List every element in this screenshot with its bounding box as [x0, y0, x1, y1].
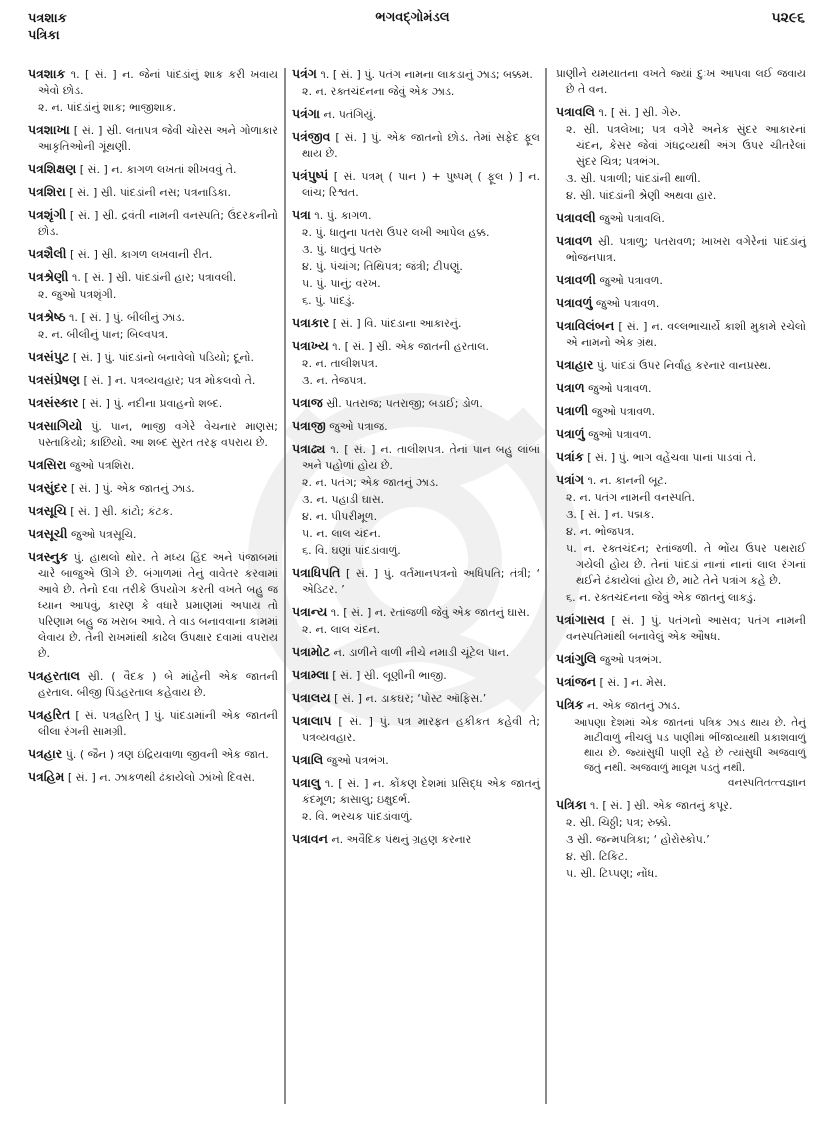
entry-headword: પત્રસંપુટ	[28, 349, 70, 364]
column-divider-left	[284, 68, 286, 1104]
entry-headword: પત્રાજ	[292, 395, 323, 410]
entry-sense: ૫. ન. લાલ ચંદન.	[302, 527, 381, 540]
entry-definition: [ સં. ] સ્રી. લતાપત્ર જેવી ચોરસ અને ગોળાકાર આકૃતિઓની ગૂંથણી.	[38, 124, 278, 153]
entry-headword: પત્રંગ	[292, 66, 317, 81]
dictionary-entry	[292, 667, 540, 684]
dictionary-entry	[556, 380, 806, 397]
entry-sense: ૩. પું. ધાતુનું પતરુ	[302, 243, 382, 256]
entry-headword: પત્રંજીવ	[292, 129, 331, 144]
entry-definition: જુઓ પત્રાવળ.	[588, 382, 652, 395]
entry-definition: [ સં. ] વિ. પાંદડાના આકારનું.	[332, 317, 462, 330]
entry-definition: [ સં. ] ન. વલ્લભાચાર્યે કાશી મુકામે રચેલો એ નામનો એક ગ્રંથ.	[566, 320, 807, 349]
dictionary-entry	[28, 246, 278, 263]
entry-definition: ૧. [ સં. ] ન. કોંકણ દેશમાં પ્રસિદ્ધ એક જાતનું કંદમૂળ; કાસાલુ; ઇક્ષુદર્ભ.	[302, 777, 540, 806]
dictionary-entry	[28, 549, 278, 662]
entry-sense: ૪. સ્રી. પાંદડાંની શ્રેણી અથવા હાર.	[566, 189, 717, 202]
entry-definition: પું. ( જૈન ) ત્રણ ઇંદ્રિયવાળા જીવની એક જાત.	[65, 748, 269, 761]
entry-definition: [ સં. ] પું. ભાગ વહેંચવા પાનાં પાડવાં તે.	[587, 451, 757, 464]
entry-sense: ૨. ન. લાલ ચંદન.	[302, 623, 381, 636]
entry-sense: ૫. ન. રક્તચંદન; રતાંજળી. તે ભોંય ઉપર પથરાઈ ગયેલી હોય છે. તેનાં પાંદડાં નાનાં નાનાં લાલ રંગનાં થઈને ઢંકાયેલાં હોય છે, માટે તેને પત્રાંગ કહે છે.	[566, 542, 806, 587]
entry-sense: ૨. ન. રક્તચંદનના જેવું એક ઝાડ.	[302, 85, 455, 98]
entry-sense: ૩ સ્રી. જન્મપત્રિકા; ‘ હોરોસ્કોપ.’	[566, 833, 710, 846]
entry-definition: સ્રી. પતરાજ; પતરાજી; બડાઈ; ડોળ.	[326, 397, 483, 410]
entry-headword: પત્રાવળ	[556, 233, 593, 248]
dictionary-entry	[28, 707, 278, 740]
entry-headword: પત્રાંજન	[556, 674, 597, 689]
dictionary-entry	[556, 651, 806, 668]
entry-sense: ૨. ન. બીલીનું પાન; બિલ્વપત્ર.	[38, 328, 169, 341]
entry-definition: [ સં. પત્રહરિત્ ] પું. પાંદડામાંની એક જાતની લીલા રંગની સામગ્રી.	[38, 709, 278, 738]
entry-headword: પત્રાવળું	[556, 295, 593, 310]
book-title: ભગવદ્ગોમંડલ	[375, 10, 450, 25]
entry-headword: પત્રાવલી	[556, 210, 596, 225]
entry-definition: જુઓ પત્રશિરા.	[69, 459, 135, 472]
entry-note	[566, 716, 806, 791]
entry-headword: પત્રંગા	[292, 106, 320, 121]
entry-headword: પત્રાકાર	[292, 315, 330, 330]
dictionary-entry	[292, 752, 540, 769]
dictionary-entry	[28, 309, 278, 343]
entry-sense: ૫. પું. પાનું; વરખ.	[302, 277, 381, 290]
dictionary-entry	[28, 161, 278, 178]
entry-sense: ૪. સ્રી. ટિકિટ.	[566, 850, 628, 863]
dictionary-entry	[28, 526, 278, 543]
entry-headword: પત્રંપુષ્પં	[292, 168, 329, 183]
entry-headword: પત્રસૂચી	[28, 526, 68, 541]
dictionary-entry	[292, 644, 540, 661]
entry-headword: પત્રાલિ	[292, 752, 324, 767]
entry-sense: ૩. [ સં. ] ન. પદ્મક.	[566, 508, 655, 521]
dictionary-entry	[292, 168, 540, 201]
entry-headword: પત્રિક	[556, 697, 584, 712]
entry-headword: પત્રસિરા	[28, 457, 67, 472]
entry-definition: પ્રાણીને યમયાતના વખતે જ્યાં દુઃખ આપવા લઈ જવાય છે તે વન.	[556, 67, 806, 96]
entry-definition: સ્રી. પત્રાળુ; પતરાવળ; ખાખરા વગેરેનાં પાંદડાંનું ભોજનપાત્ર.	[566, 235, 807, 264]
entry-sense: ૨. સ્રી. ચિઠ્ઠી; પત્ર; રુક્કો.	[566, 816, 672, 829]
entry-sense: ૨. ન. પતંગ નામની વનસ્પતિ.	[566, 491, 695, 504]
dictionary-entry	[556, 357, 806, 374]
entry-sense: ૨. સ્રી. પત્રલેખા; પત્ર વગેરે અનેક સુંદર આકારનાં ચંદન, કેસર જેવાં ગંધદ્રવ્યથી અંગ ઉપર ચીતરેલાં સુંદર ચિત્ર; પત્રભંગ.	[566, 123, 806, 168]
entry-definition: જુઓ પત્રાવળ.	[588, 428, 652, 441]
guide-word-last: પત્રિકા	[28, 28, 60, 43]
entry-headword: પત્રાન્ય	[292, 604, 328, 619]
entry-definition: [ સં. ] પું. વર્તમાનપત્રનો અધિપતિ; તંત્રી; ‘ એડિટર. ’	[302, 567, 540, 596]
dictionary-entry	[28, 66, 278, 116]
entry-definition: [ સં. ] પું. પાંદડાંનો બનાવેલો પડિયો; દૂનો.	[72, 351, 254, 364]
dictionary-entry	[28, 418, 278, 451]
entry-definition: જુઓ પત્રાજ.	[329, 420, 388, 433]
entry-sense: ૬. વિ. ઘણાં પાંદડાંવાળું.	[302, 544, 401, 557]
entry-definition: [ સં. ] સ્રી. કાંટો; કંટક.	[70, 505, 174, 518]
dictionary-entry	[556, 210, 806, 227]
column-3	[556, 66, 806, 888]
entry-sense: ૩. ન. તેજપત્ર.	[302, 374, 367, 387]
dictionary-entry	[28, 668, 278, 701]
dictionary-entry	[556, 674, 806, 691]
entry-headword: પત્રાંગ	[556, 472, 584, 487]
entry-headword: પત્રાવન	[292, 831, 328, 846]
entry-sense: ૨. ન. તાલીશપત્ર.	[302, 357, 378, 370]
entry-definition: [ સં. ] સ્રી. પાંદડાંની નસ; પત્રનાડિકા.	[69, 186, 231, 199]
entry-headword: પત્રામ્લા	[292, 667, 329, 682]
column-1	[28, 66, 278, 792]
dictionary-entry	[28, 769, 278, 786]
entry-headword: પત્રાહાર	[556, 357, 594, 372]
entry-headword: પત્રાજી	[292, 418, 326, 433]
entry-sense: ૬. પું. પાંદડું.	[302, 294, 355, 307]
entry-definition: ન. અવૈદિક પંથનું ગ્રહણ કરનાર	[331, 833, 472, 846]
entry-headword: પત્રસુંદર	[28, 480, 68, 495]
entry-headword: પત્રશૈલી	[28, 246, 67, 261]
entry-sense: ૩. ન. પહાડી ઘાસ.	[302, 493, 385, 506]
entry-sense: ૩. સ્રી. પત્રાળી; પાંદડાંની થાળી.	[566, 172, 701, 185]
column-2	[292, 66, 540, 854]
entry-sense: ૪. પું. પંચાંગ; તિથિપત્ર; જંત્રી; ટીપણું.	[302, 260, 463, 273]
entry-definition: ૧. [ સં. ] પું. પતંગ નામના લાકડાનું ઝાડ; બક્કમ.	[320, 68, 533, 81]
entry-headword: પત્રાંગાસવ	[556, 612, 605, 627]
dictionary-entry	[556, 697, 806, 791]
dictionary-entry	[28, 122, 278, 155]
entry-headword: પત્રહરતાલ	[28, 668, 80, 683]
dictionary-entry	[28, 457, 278, 474]
note-source: વનસ્પતિતત્ત્વજ્ઞાન	[728, 777, 806, 789]
entry-sense: ૨. જુઓ પત્રશૃંગી.	[38, 288, 117, 301]
dictionary-entry	[292, 418, 540, 435]
dictionary-entry	[292, 713, 540, 746]
entry-definition: પું. હાથલો થોર. તે મધ્ય હિંદ અને પંજાબમાં ચારે બાજુએ ઊગે છે. બંગાળમાં તેનું વાવેતર કરવામાં આવે છે. તેનો દવા તરીકે ઉપયોગ કરતી વખતે બહુ જ ધ્યાન આપવું, કારણ કે વધારે પ્રમાણમાં અપાય તો પરિણામ બહુ જ ખરાબ આવે. તે વાડ બનાવવાના કામમાં લેવાય છે. તેની રાખમાંથી કાઢેલ ઉપક્ષાર દવામાં વપરાય છે.	[38, 551, 278, 660]
entry-headword: પત્રાલુ	[292, 775, 321, 790]
entry-definition: ૧. [ સં. ] ન. જેનાં પાંદડાંનું શાક કરી ખવાય એવો છોડ.	[38, 68, 278, 97]
entry-sense: ૪. ન. ભોજપત્ર.	[566, 525, 635, 538]
dictionary-entry	[292, 604, 540, 638]
entry-headword: પત્રશિરા	[28, 184, 66, 199]
entry-definition: ૧. [ સં. ] ન. રતાંજળી જેવું એક જાતનું ઘાસ.	[330, 606, 530, 619]
entry-definition: [ સં. ] ન. ડાકઘર; ‘પોસ્ટ ઑફિસ.’	[334, 692, 487, 705]
entry-definition: ૧. પું. કાગળ.	[314, 209, 372, 222]
dictionary-entry	[28, 746, 278, 763]
entry-definition: જુઓ પત્રાવલિ.	[599, 212, 665, 225]
entry-headword: પત્રશ્રેણી	[28, 269, 69, 284]
entry-headword: પત્રસંપ્રેષણ	[28, 372, 80, 387]
dictionary-entry	[556, 797, 806, 882]
dictionary-entry	[292, 565, 540, 598]
note-text: આપણા દેશમાં એક જાતનાં પત્રિક ઝાડ થાય છે. તેનું માટીવાળું નીચલું પડ પાણીમાં ભીંજાવ્યાથી પ્રકાશવાળું થાય છે. જ્યાંસુધી પાણી રહે છે ત્યાંસુધી અજવાળું જતું નથી. અજવાળું માલૂમ પડતું નથી.	[574, 717, 806, 774]
entry-sense: ૨. ન. પતંગ; એક જાતનું ઝાડ.	[302, 476, 439, 489]
entry-definition: જુઓ પત્રાવળ.	[599, 274, 663, 287]
dictionary-entry	[556, 612, 806, 645]
entry-definition: જુઓ પત્રાવળ.	[595, 297, 660, 310]
entry-headword: પત્રાવલિ	[556, 104, 595, 119]
dictionary-entry	[556, 318, 806, 351]
dictionary-entry	[28, 395, 278, 412]
entry-definition: [ સં. ] સ્રી. દ્રવંતી નામની વનસ્પતિ; ઉંદરકનીનો છોડ.	[38, 209, 278, 238]
dictionary-entry	[292, 207, 540, 309]
page-number: ૫૨૯૬	[771, 10, 805, 26]
entry-headword: પત્રાઢ્ય	[292, 441, 326, 456]
page-header	[0, 0, 825, 64]
entry-definition: ૧. [ સં. ] ન. તાલીશપત્ર. તેનાં પાન બહુ લાંબાં અને પહોળાં હોય છે.	[302, 443, 541, 472]
entry-sense: ૨. ન. પાંદડાંનું શાક; ભાજીશાક.	[38, 101, 177, 114]
dictionary-entry	[292, 395, 540, 412]
dictionary-entry	[28, 349, 278, 366]
entry-headword: પત્રસંસ્કાર	[28, 395, 79, 410]
entry-definition: ૧. [ સં. ] સ્રી. પાંદડાંની હાર; પત્રાવલી.	[71, 271, 237, 284]
entry-sense: ૬. ન. રક્તચંદનના જેવું એક જાતનું લાકડું.	[566, 591, 757, 604]
entry-definition: પું. પાંદડાં ઉપર નિર્વાહ કરનાર વાનપ્રસ્થ.	[596, 359, 772, 372]
dictionary-entry	[556, 295, 806, 312]
entry-headword: પત્રહરિત	[28, 707, 71, 722]
entry-definition: [ સં. ] ન. પત્રવ્યવહાર; પત્ર મોકલવો તે.	[83, 374, 256, 387]
entry-headword: પત્રાળું	[556, 426, 585, 441]
dictionary-entry	[556, 233, 806, 266]
dictionary-entry	[292, 315, 540, 332]
entry-headword: પત્રહાર	[28, 746, 63, 761]
entry-sense: ૨. પું. ધાતુના પતરા ઉપર લખી આપેલ હક્ક.	[302, 226, 490, 239]
entry-definition: ન. એક જાતનું ઝાડ.	[586, 699, 681, 712]
entry-definition: જુઓ પત્રભંગ.	[599, 653, 662, 666]
guide-word-first: પત્રશાક	[28, 11, 67, 26]
dictionary-entry	[28, 480, 278, 497]
entry-headword: પત્રાળ	[556, 380, 585, 395]
entry-definition: [ સં. પત્રમ્ ( પાન ) + પુષ્પમ્ ( ફૂલ ) ] ન. લાંચ; રિશ્વત.	[302, 170, 540, 199]
entry-headword: પત્રસ્નુક	[28, 549, 69, 564]
entry-headword: પત્રાવિલંબન	[556, 318, 615, 333]
entry-headword: પત્રશાક	[28, 66, 66, 81]
entry-headword: પત્રા	[292, 207, 311, 222]
entry-definition: [ સં. ] ન. ઝાકળથી ઢંકાયેલો ઝાંખો દિવસ.	[67, 771, 255, 784]
dictionary-entry	[556, 449, 806, 466]
entry-headword: પત્રામોટ	[292, 644, 331, 659]
dictionary-entry	[292, 690, 540, 707]
entry-definition: જુઓ પત્રાવળ.	[591, 405, 656, 418]
entry-definition: ૧. [ સં. ] સ્રી. એક જાતની હરતાલ.	[332, 340, 490, 353]
entry-headword: પત્રાવળી	[556, 272, 596, 287]
entry-headword: પત્રસૂચિ	[28, 503, 67, 518]
entry-definition: [ સં. ] પું. નદીના પ્રવાહનો શબ્દ.	[81, 397, 223, 410]
entry-definition: પું. પાન, ભાજી વગેરે વેચનાર માણસ; પસ્તાકિયો; કાછિયો. આ શબ્દ સુરત તરફ વપરાય છે.	[38, 420, 278, 449]
entry-definition: [ સં. ] સ્રી. લૂણીની ભાજી.	[332, 669, 447, 682]
entry-headword: પત્રાળી	[556, 403, 589, 418]
entry-definition: [ સં. ] પું. પત્ર મારફત હકીકત કહેવી તે; પત્રવ્યવહાર.	[302, 715, 540, 744]
entry-sense: ૫. સ્રી. ટિપ્પણ; નોંધ.	[566, 867, 658, 880]
dictionary-entry	[556, 403, 806, 420]
dictionary-entry	[292, 775, 540, 825]
entry-definition: [ સં. ] પું. એક જાતનું ઝાડ.	[70, 482, 195, 495]
dictionary-entry	[28, 184, 278, 201]
entry-definition: સ્રી. ( વૈદક ) બે માંહેની એક જાતની હરતાલ. બીજી પિંડહરતાલ કહેવાય છે.	[38, 670, 279, 699]
entry-headword: પત્રિકા	[556, 797, 587, 812]
entry-headword: પત્રશિક્ષણ	[28, 161, 77, 176]
dictionary-entry	[28, 372, 278, 389]
entry-headword: પત્રશાખા	[28, 122, 70, 137]
entry-headword: પત્રશૃંગી	[28, 207, 67, 222]
entry-definition: [ સં. ] પું. પતંગનો આસવ; પતંગ નામની વનસ્પતિમાંથી બનાવેલું એક ઔષધ.	[566, 614, 806, 643]
dictionary-entry	[556, 472, 806, 606]
entry-headword: પત્રાખ્ય	[292, 338, 329, 353]
entry-headword: પત્રાલય	[292, 690, 331, 705]
dictionary-entry	[28, 269, 278, 303]
entry-definition: ૧. [ સં. ] પું. બીલીનું ઝાડ.	[69, 311, 185, 324]
column-divider-right	[545, 68, 547, 1104]
dictionary-entry	[292, 831, 540, 848]
dictionary-entry	[292, 66, 540, 100]
dictionary-entry	[28, 503, 278, 520]
entry-sense: ૪. ન. પીપરીમૂળ.	[302, 510, 378, 523]
dictionary-entry	[556, 104, 806, 204]
entry-definition: જુઓ પત્રભંગ.	[326, 754, 389, 767]
dictionary-entry	[556, 66, 806, 98]
entry-definition: ન. પતંગિયું.	[323, 108, 377, 121]
entry-headword: પત્રશ્રેષ્ઠ	[28, 309, 66, 324]
entry-definition: ન. ડાળીને વાળી નીચે નમાડી ચૂંટેલ પાન.	[333, 646, 510, 659]
entry-sense: ૨. વિ. ભરચક પાંદડાંવાળું.	[302, 810, 413, 823]
dictionary-entry	[556, 272, 806, 289]
entry-definition: ૧. ન. કાનની બૂટ.	[587, 474, 668, 487]
entry-definition: [ સં. ] પું. એક જાતનો છોડ. તેમાં સફેદ ફૂલ થાય છે.	[302, 131, 540, 160]
entry-headword: પત્રાંક	[556, 449, 584, 464]
entry-headword: પત્રાંગુલિ	[556, 651, 597, 666]
entry-definition: જુઓ પત્રસૂચિ.	[71, 528, 137, 541]
entry-headword: પત્રહિમ	[28, 769, 65, 784]
dictionary-entry	[292, 129, 540, 162]
dictionary-entry	[292, 338, 540, 389]
entry-headword: પત્રાલાપ	[292, 713, 332, 728]
dictionary-entry	[28, 207, 278, 240]
dictionary-entry	[556, 426, 806, 443]
dictionary-entry	[292, 441, 540, 559]
entry-definition: [ સં. ] ન. મેસ.	[599, 676, 667, 689]
entry-definition: [ સં. ] ન. કાગળ લખતાં શીખવવું તે.	[79, 163, 237, 176]
entry-headword: પત્રસાગિયો	[28, 418, 83, 433]
entry-headword: પત્રાધિપતિ	[292, 565, 341, 580]
entry-definition: ૧. [ સં. ] સ્રી. ગેરુ.	[598, 106, 681, 119]
dictionary-entry	[292, 106, 540, 123]
entry-definition: [ સં. ] સ્રી. કાગળ લખવાની રીત.	[69, 248, 213, 261]
entry-definition: ૧. [ સં. ] સ્રી. એક જાતનું કપૂર.	[590, 799, 733, 812]
